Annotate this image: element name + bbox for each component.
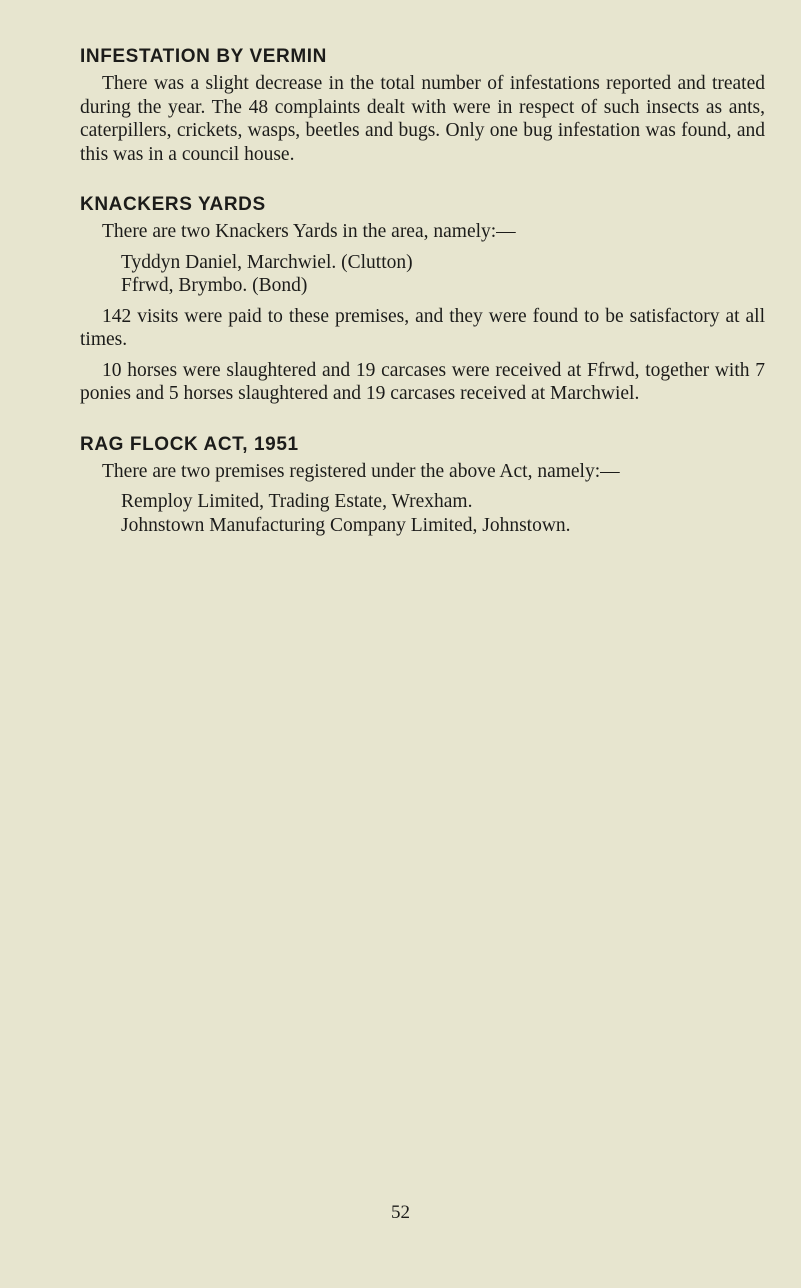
document-page — [80, 44, 765, 537]
section-paragraph: There are two premises registered under the above Act, namely:— — [102, 460, 620, 482]
section-heading: INFESTATION BY VERMIN — [80, 46, 327, 67]
section-knackers-yards — [80, 192, 765, 406]
section-heading: RAG FLOCK ACT, 1951 — [80, 433, 299, 455]
list-item: Remploy Limited, Trading Estate, Wrexham. — [121, 491, 473, 512]
section-paragraph: 10 horses were slaughtered and 19 carcases were received at Ffrwd, together with 7 ponies and 5 horses slaughtered and 19 carcases received at Marchwiel. — [80, 359, 765, 404]
section-rag-flock-act — [80, 432, 765, 538]
section-paragraph: There are two Knackers Yards in the area, namely:— — [102, 221, 516, 242]
section-paragraph: There was a slight decrease in the total number of infestations reported and treated during the year. The 48 complaints dealt with were in respect of such insects as ants, caterpillers, crickets, wasps, beetles and bugs. Only one bug infestation was found, and this was in a council house. — [80, 73, 765, 165]
page-number: 52 — [391, 1202, 410, 1223]
list-item: Ffrwd, Brymbo. (Bond) — [121, 275, 308, 296]
section-heading: KNACKERS YARDS — [80, 194, 266, 215]
list-item: Tyddyn Daniel, Marchwiel. (Clutton) — [121, 251, 413, 273]
section-paragraph: 142 visits were paid to these premises, and they were found to be satisfactory at all times. — [80, 305, 765, 350]
list-item: Johnstown Manufacturing Company Limited, Johnstown. — [121, 514, 571, 536]
section-infestation-by-vermin — [80, 44, 765, 166]
